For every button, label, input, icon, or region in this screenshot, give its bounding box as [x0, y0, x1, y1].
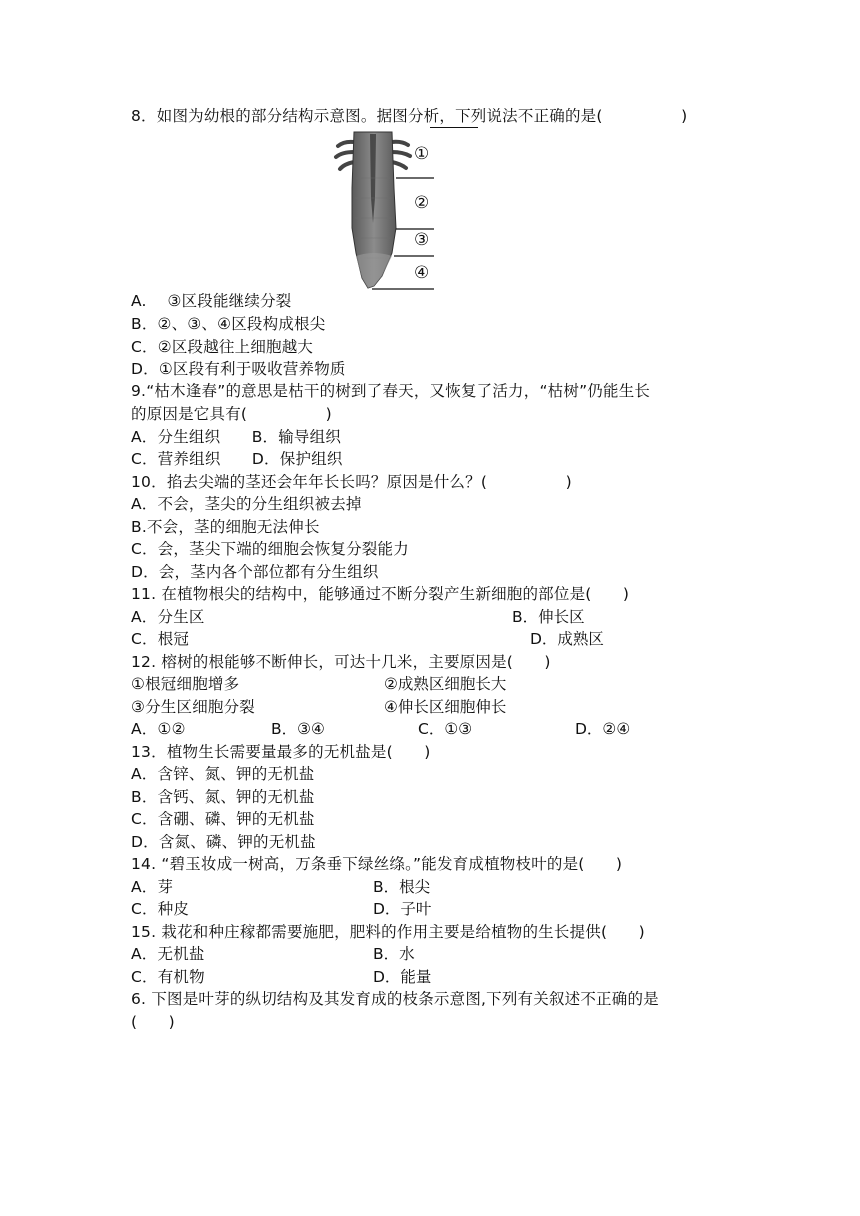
- q8-option-a: A. ③区段能继续分裂: [131, 292, 292, 310]
- q10-option-a: A．不会，茎尖的分生组织被去掉: [131, 495, 362, 513]
- q14-option-a: A．芽: [131, 878, 174, 896]
- q10-option-b: B.不会，茎的细胞无法伸长: [131, 518, 320, 536]
- q15-stem: 15. 栽花和种庄稼都需要施肥，肥料的作用主要是给植物的生长提供( ): [131, 923, 645, 941]
- q12-statement-4: ④伸长区细胞伸长: [384, 698, 507, 716]
- q12-option-b: B．③④: [271, 720, 325, 738]
- q13-option-a: A．含锌、氮、钾的无机盐: [131, 765, 315, 783]
- q8-option-c: C．②区段越往上细胞越大: [131, 338, 314, 356]
- q6-stem-line2: ( ): [131, 1013, 175, 1031]
- q11-stem: 11. 在植物根尖的结构中，能够通过不断分裂产生新细胞的部位是( ): [131, 585, 630, 603]
- q14-option-b: B．根尖: [373, 878, 431, 896]
- q12-statement-1: ①根冠细胞增多: [131, 675, 240, 693]
- q6-stem-line1: 6. 下图是叶芽的纵切结构及其发育成的枝条示意图,下列有关叙述不正确的是: [131, 990, 659, 1008]
- q11-option-b: B．伸长区: [512, 608, 585, 626]
- q10-option-d: D．会，茎内各个部位都有分生组织: [131, 563, 379, 581]
- q11-option-a: A．分生区: [131, 608, 205, 626]
- figure-label-1: ①: [414, 144, 430, 164]
- q8-option-d: D．①区段有利于吸收营养物质: [131, 360, 346, 378]
- q11-option-d: D．成熟区: [530, 630, 604, 648]
- q13-option-c: C．含硼、磷、钾的无机盐: [131, 810, 315, 828]
- q10-stem: 10．掐去尖端的茎还会年年长长吗？原因是什么？( ): [131, 473, 572, 491]
- q12-stem: 12. 榕树的根能够不断伸长，可达十几米，主要原因是( ): [131, 653, 551, 671]
- q9-stem-line1: 9.“枯木逢春”的意思是枯干的树到了春天，又恢复了活力，“枯树”仍能生长: [131, 382, 651, 400]
- q13-option-b: B．含钙、氮、钾的无机盐: [131, 788, 315, 806]
- q9-options-row1: A．分生组织 B．输导组织: [131, 428, 342, 446]
- q14-option-d: D．子叶: [373, 900, 432, 918]
- q12-statement-2: ②成熟区细胞长大: [384, 675, 507, 693]
- q9-options-row2: C．营养组织 D．保护组织: [131, 450, 343, 468]
- q10-option-c: C．会，茎尖下端的细胞会恢复分裂能力: [131, 540, 409, 558]
- figure-label-4: ④: [414, 263, 430, 283]
- q15-option-a: A．无机盐: [131, 945, 205, 963]
- q13-stem: 13．植物生长需要量最多的无机盐是( ): [131, 743, 431, 761]
- q15-option-c: C．有机物: [131, 968, 205, 986]
- q14-option-c: C．种皮: [131, 900, 190, 918]
- q9-stem-line2: 的原因是它具有( ): [131, 405, 332, 423]
- q15-option-d: D．能量: [373, 968, 432, 986]
- figure-label-3: ③: [414, 230, 430, 250]
- q11-option-c: C．根冠: [131, 630, 190, 648]
- q8-stem: 8．如图为幼根的部分结构示意图。据图分析，下列说法不正确的是( ): [131, 107, 688, 125]
- q12-statement-3: ③分生区细胞分裂: [131, 698, 255, 716]
- q13-option-d: D．含氮、磷、钾的无机盐: [131, 833, 316, 851]
- q12-option-a: A．①②: [131, 720, 186, 738]
- q14-stem: 14. “碧玉妆成一树高，万条垂下绿丝绦。”能发育成植物枝叶的是( ): [131, 855, 623, 873]
- figure-label-2: ②: [414, 193, 430, 213]
- q8-option-b: B．②、③、④区段构成根尖: [131, 315, 326, 333]
- q12-option-d: D．②④: [575, 720, 631, 738]
- root-tip-figure: [330, 128, 450, 294]
- q15-option-b: B．水: [373, 945, 415, 963]
- q12-option-c: C．①③: [418, 720, 473, 738]
